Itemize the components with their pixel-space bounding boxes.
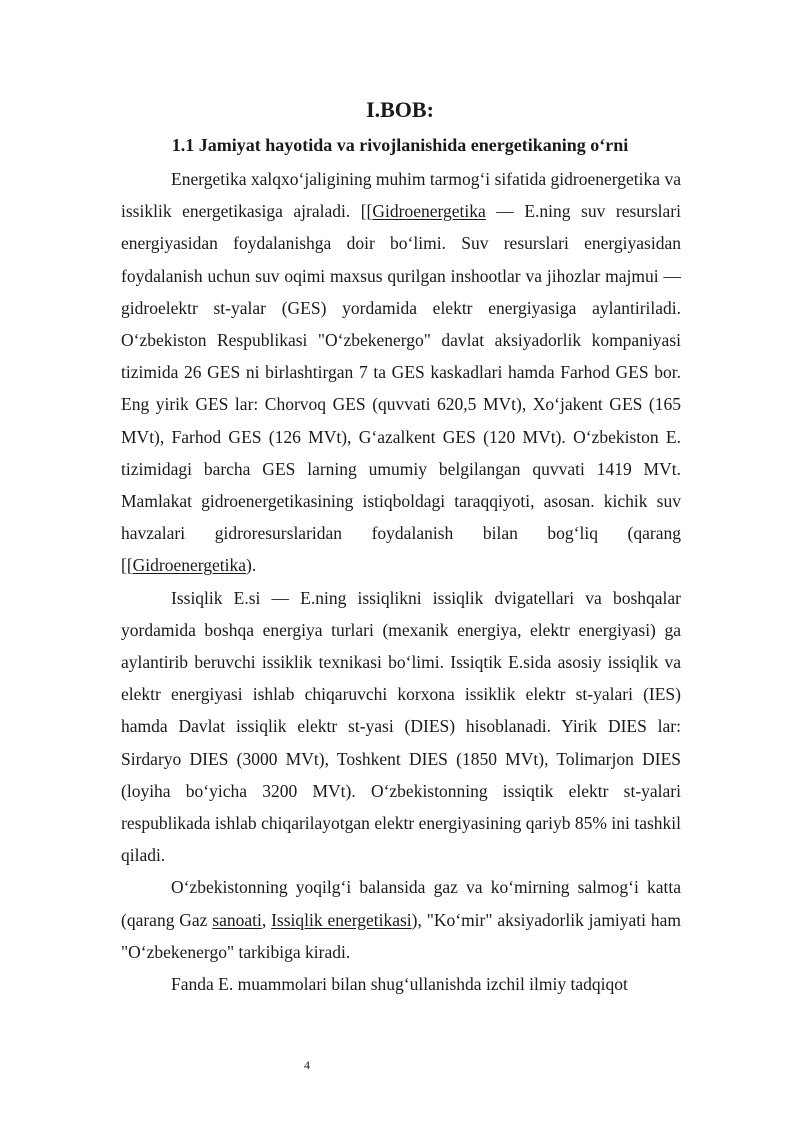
page-number: 4 (304, 1058, 310, 1072)
body-text (121, 163, 681, 1000)
paragraph-fuel-balance (121, 871, 681, 968)
link-sanoati[interactable]: sanoati (212, 909, 262, 930)
paragraph-hydropower (121, 163, 681, 582)
paragraph-text: Energetika xalqxo‘jaligining muhim tarmog‘i sifatida gidroenergetika va issiklik energetikasiga ajraladi. [[ (121, 169, 681, 222)
paragraph-text: , (261, 909, 272, 930)
section-title: 1.1 Jamiyat hayotida va rivojlanishida energetikaning o‘rni (171, 135, 629, 155)
paragraph-thermal-energy: Issiqlik E.si — E.ning issiqlikni issiqlik dvigatellari va boshqalar yordamida boshqa energiya turlari (mexanik energiya, elektr energiyasi) ga aylantirib beruvchi issiklik texnikasi bo‘limi. Issiqtik E.sida asosiy issiqlik va elektr energiyasi ishlab chiqaruvchi korxona issiklik elektr st-yalari (IES) hamda Davlat issiqlik elektr st-yasi (DIES) hisoblanadi. Yirik DIES lar: Sirdaryo DIES (3000 MVt), Toshkent DIES (1850 MVt), Tolimarjon DIES (loyiha bo‘yicha 3200 MVt). O‘zbekistonning issiqtik elektr st-yalari respublikada ishlab chiqarilayotgan elektr energiyasining qariyb 85% ini tashkil qiladi. (121, 587, 681, 866)
chapter-title: I.BOB: (366, 97, 434, 122)
paragraph-text: ). (246, 555, 257, 576)
paragraph-text: O‘zbekistonning yoqilg‘i balansida gaz va ko‘mirning salmog‘i katta (qarang Gaz (121, 877, 681, 930)
link-gidroenergetika-2[interactable]: Gidroenergetika (132, 555, 247, 576)
link-issiqlik-energetikasi[interactable]: Issiqlik energetikasi (271, 909, 412, 930)
link-gidroenergetika[interactable]: Gidroenergetika (372, 201, 486, 222)
paragraph-text: ), "Ko‘mir" aksiyadorlik jamiyati ham "O‘zbekenergo" tarkibiga kiradi. (121, 909, 681, 962)
paragraph-research: Fanda E. muammolari bilan shug‘ullanishda izchil ilmiy tadqiqot (171, 974, 628, 995)
paragraph-text: — E.ning suv resurslari energiyasidan foydalanishga doir bo‘limi. Suv resurslari energiyasidan foydalanish uchun suv oqimi maxsus qurilgan inshootlar va jihozlar majmui — gidroelektr st-yalar (GES) yordamida elektr energiyasiga aylantiriladi. O‘zbekiston Respublikasi "O‘zbekenergo" davlat aksiyadorlik kompaniyasi tizimida 26 GES ni birlashtirgan 7 ta GES kaskadlari hamda Farhod GES bor. Eng yirik GES lar: Chorvoq GES (quvvati 620,5 MVt), Xo‘jakent GES (165 MVt), Farhod GES (126 MVt), G‘azalkent GES (120 MVt). O‘zbekiston E. tizimidagi barcha GES larning umumiy belgilangan quvvati 1419 MVt. Mamlakat gidroenergetikasining istiqboldagi taraqqiyoti, asosan. kichik suv havzalari gidroresurslaridan foydalanish bilan bog‘liq (qarang [[ (121, 201, 681, 576)
